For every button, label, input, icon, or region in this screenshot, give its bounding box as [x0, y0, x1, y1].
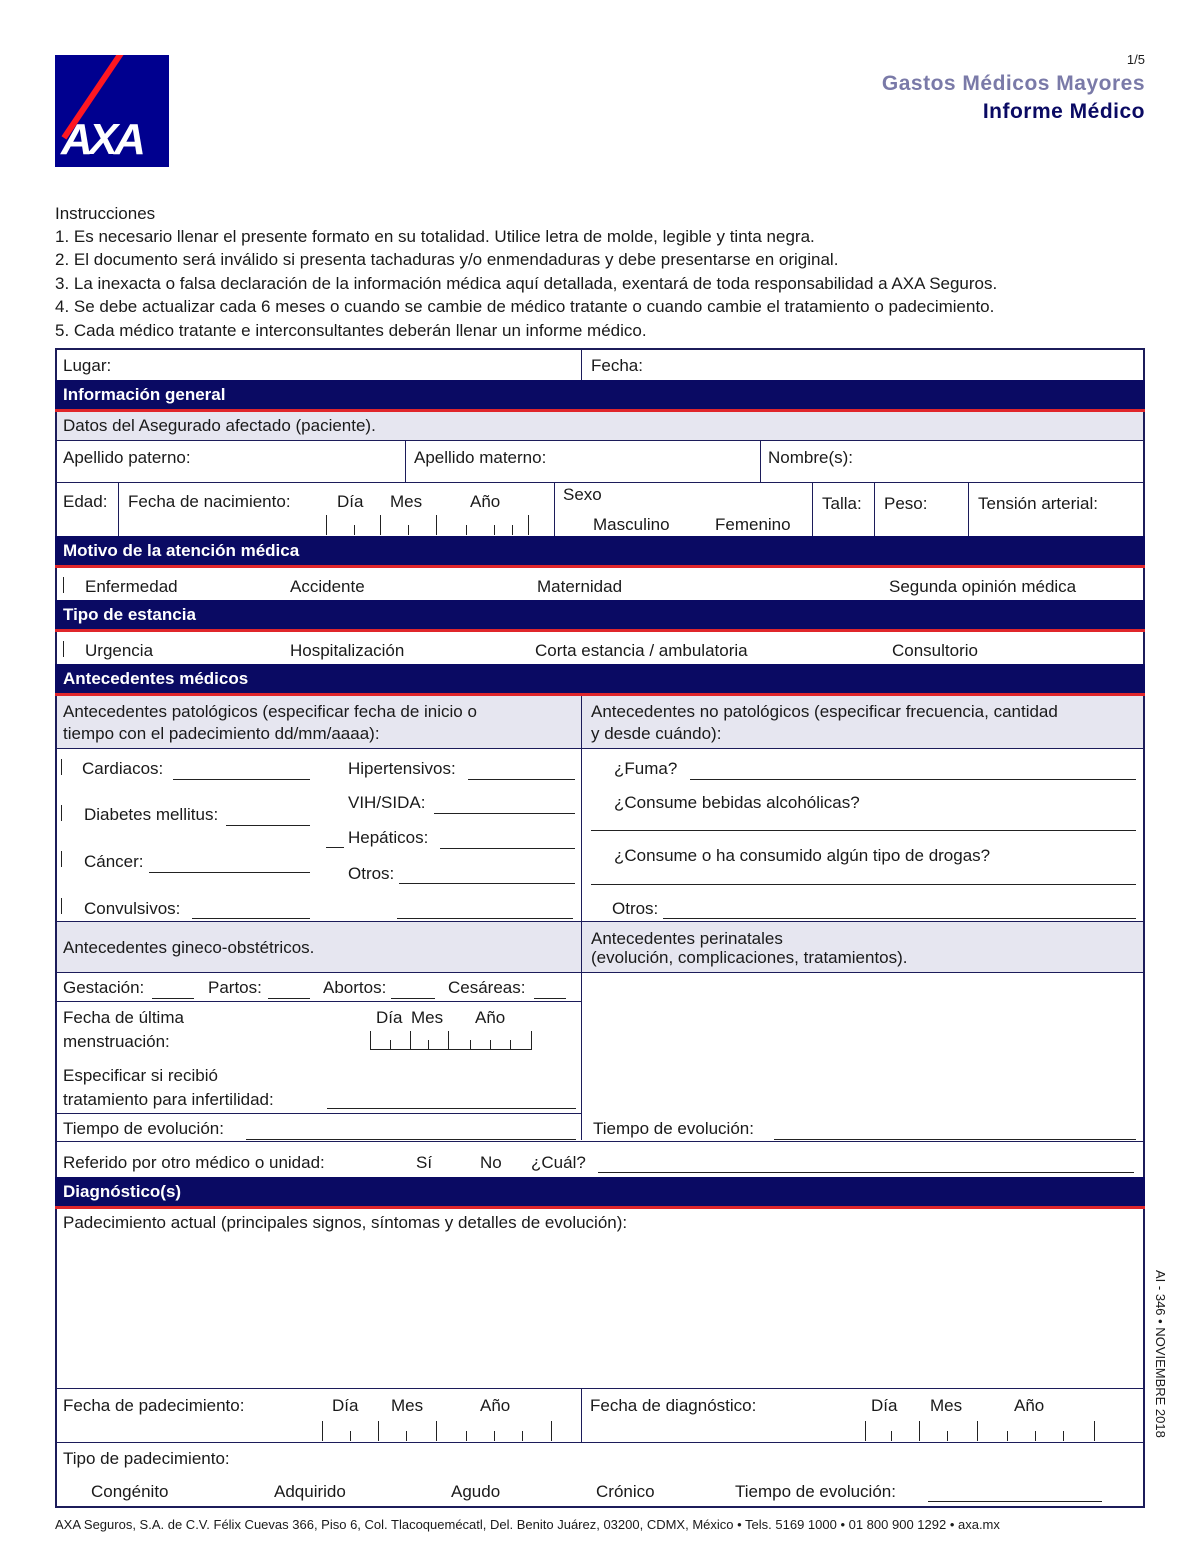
fuma-question: ¿Fuma?	[614, 759, 678, 778]
tipo-cronico-option[interactable]: Crónico	[596, 1482, 655, 1501]
tiempo-evolucion-diag-label: Tiempo de evolución:	[735, 1482, 896, 1501]
partos-label: Partos:	[208, 978, 262, 997]
estancia-urgencia-option[interactable]: Urgencia	[85, 641, 154, 660]
motivo-enfermedad-option[interactable]: Enfermedad	[85, 577, 178, 596]
referido-no-option[interactable]: No	[480, 1153, 502, 1172]
no-patologicos-heading: Antecedentes no patológicos (especificar frecuencia, cantidad	[591, 702, 1058, 721]
instruction-item: 2. El documento será inválido si presenta tachaduras y/o enmendaduras y debe presentarse en original.	[55, 250, 839, 269]
fecha-diag-mes: Mes	[930, 1396, 963, 1415]
motivo-segunda-opinion-option[interactable]: Segunda opinión médica	[889, 577, 1077, 596]
abortos-label: Abortos:	[323, 978, 387, 997]
fum-label: Fecha de última	[63, 1008, 184, 1027]
section-informacion-general: Información general	[55, 380, 1145, 412]
no-patologicos-heading-2: y desde cuándo):	[591, 724, 722, 743]
fum-mes-label: Mes	[411, 1008, 444, 1027]
hipertensivos-label: Hipertensivos:	[348, 759, 456, 778]
tipo-congenito-option[interactable]: Congénito	[91, 1482, 169, 1501]
tipo-padecimiento-label: Tipo de padecimiento:	[63, 1449, 230, 1468]
vih-label: VIH/SIDA:	[348, 793, 426, 812]
perinatales-heading: Antecedentes perinatales	[591, 929, 783, 948]
datos-asegurado-subtitle: Datos del Asegurado afectado (paciente).	[63, 416, 376, 435]
alcohol-question: ¿Consume bebidas alcohólicas?	[614, 793, 860, 812]
estancia-consultorio-option[interactable]: Consultorio	[892, 641, 978, 660]
referido-si-option[interactable]: Sí	[416, 1153, 433, 1172]
infertilidad-label-2: tratamiento para infertilidad:	[63, 1090, 274, 1109]
sexo-masculino-option[interactable]: Masculino	[593, 515, 670, 534]
patologicos-heading: Antecedentes patológicos (especificar fecha de inicio o	[63, 702, 477, 721]
otros-label: Otros:	[348, 864, 395, 883]
referido-cual-label: ¿Cuál?	[531, 1153, 586, 1172]
tipo-adquirido-option[interactable]: Adquirido	[274, 1482, 346, 1501]
convulsivos-label: Convulsivos:	[84, 899, 181, 918]
edad-field[interactable]: Edad:	[63, 492, 108, 511]
logo-text: AXA	[61, 115, 142, 164]
cancer-label: Cáncer:	[84, 852, 144, 871]
perinatales-heading-2: (evolución, complicaciones, tratamientos).	[591, 948, 908, 967]
nombres-field[interactable]: Nombre(s):	[768, 448, 854, 467]
fecha-pad-dia: Día	[332, 1396, 359, 1415]
hepaticos-label: Hepáticos:	[348, 828, 429, 847]
instruction-item: 3. La inexacta o falsa declaración de la información médica aquí detallada, exentará de toda responsabilidad a AXA Seguros.	[55, 274, 998, 293]
form-title: Informe Médico	[982, 100, 1145, 123]
section-diagnostico: Diagnóstico(s)	[55, 1177, 1145, 1209]
drogas-question: ¿Consume o ha consumido algún tipo de drogas?	[614, 846, 991, 865]
axa-logo	[55, 55, 169, 167]
tension-arterial-field[interactable]: Tensión arterial:	[978, 494, 1099, 513]
fecha-diag-dia: Día	[871, 1396, 898, 1415]
fecha-padecimiento-label: Fecha de padecimiento:	[63, 1396, 245, 1415]
instruction-item: 1. Es necesario llenar el presente formato en su totalidad. Utilice letra de molde, legible y tinta negra.	[55, 227, 815, 246]
tiempo-evolucion-perinatal-label: Tiempo de evolución:	[593, 1119, 754, 1138]
padecimiento-actual-label: Padecimiento actual (principales signos, síntomas y detalles de evolución):	[63, 1213, 628, 1232]
fecha-nacimiento-label: Fecha de nacimiento:	[128, 492, 291, 511]
fum-label-2: menstruación:	[63, 1032, 170, 1051]
sexo-femenino-option[interactable]: Femenino	[715, 515, 791, 534]
apellido-paterno-field[interactable]: Apellido paterno:	[63, 448, 191, 467]
form-code: AI - 346 • NOVIEMBRE 2018	[1153, 1270, 1168, 1438]
estancia-corta-option[interactable]: Corta estancia / ambulatoria	[535, 641, 748, 660]
talla-field[interactable]: Talla:	[822, 494, 862, 513]
apellido-materno-field[interactable]: Apellido materno:	[414, 448, 547, 467]
anio-label: Año	[470, 492, 501, 511]
footer-address: AXA Seguros, S.A. de C.V. Félix Cuevas 366, Piso 6, Col. Tlacoquemécatl, Del. Benito Juárez, 03200, CDMX, México • Tels. 5169 1000 • 01 800 900 1292 • axa.mx	[55, 1517, 1000, 1532]
diabetes-label: Diabetes mellitus:	[84, 805, 219, 824]
gestacion-label: Gestación:	[63, 978, 145, 997]
referido-label: Referido por otro médico o unidad:	[63, 1153, 325, 1172]
product-title: Gastos Médicos Mayores	[881, 72, 1145, 95]
peso-field[interactable]: Peso:	[884, 494, 928, 513]
fecha-diag-anio: Año	[1014, 1396, 1045, 1415]
motivo-maternidad-option[interactable]: Maternidad	[537, 577, 623, 596]
cesareas-label: Cesáreas:	[448, 978, 526, 997]
gineco-heading: Antecedentes gineco-obstétricos.	[63, 938, 315, 957]
fecha-diagnostico-label: Fecha de diagnóstico:	[590, 1396, 757, 1415]
instruction-item: 5. Cada médico tratante e interconsultantes deberán llenar un informe médico.	[55, 321, 647, 340]
section-tipo-estancia: Tipo de estancia	[55, 600, 1145, 632]
patologicos-heading-2: tiempo con el padecimiento dd/mm/aaaa):	[63, 724, 380, 743]
tipo-agudo-option[interactable]: Agudo	[451, 1482, 501, 1501]
section-motivo: Motivo de la atención médica	[55, 536, 1145, 568]
otros-np-label: Otros:	[612, 899, 659, 918]
estancia-hospitalizacion-option[interactable]: Hospitalización	[290, 641, 405, 660]
fum-dia-label: Día	[376, 1008, 403, 1027]
section-antecedentes: Antecedentes médicos	[55, 664, 1145, 696]
instruction-item: 4. Se debe actualizar cada 6 meses o cuando se cambie de médico tratante o cuando cambie el tratamiento o padecimiento.	[55, 297, 995, 316]
page-number: 1/5	[1126, 52, 1145, 67]
instructions-title: Instrucciones	[55, 204, 156, 223]
tiempo-evolucion-gineco-label: Tiempo de evolución:	[63, 1119, 224, 1138]
cardiacos-label: Cardiacos:	[82, 759, 164, 778]
fecha-pad-anio: Año	[480, 1396, 511, 1415]
motivo-accidente-option[interactable]: Accidente	[290, 577, 365, 596]
sexo-label: Sexo	[563, 485, 602, 504]
fum-anio-label: Año	[475, 1008, 506, 1027]
fecha-field[interactable]: Fecha:	[591, 356, 643, 375]
lugar-field[interactable]: Lugar:	[63, 356, 112, 375]
dia-label: Día	[337, 492, 364, 511]
fecha-pad-mes: Mes	[391, 1396, 424, 1415]
mes-label: Mes	[390, 492, 423, 511]
infertilidad-label: Especificar si recibió	[63, 1066, 218, 1085]
